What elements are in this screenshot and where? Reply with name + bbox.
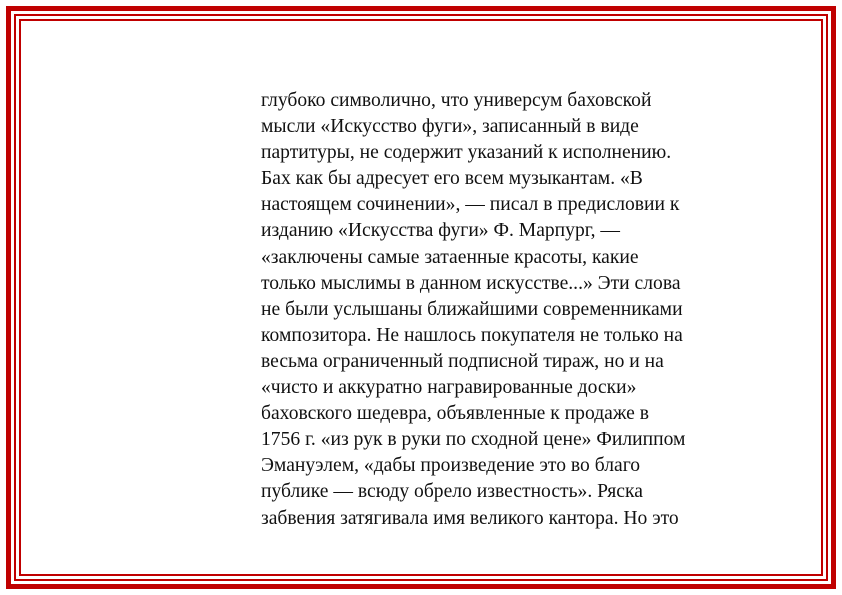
body-text [261,88,751,532]
text-line-6: изданию «Искусства фуги» Ф. Марпург, — [261,220,620,242]
text-line-4: Бах как бы адресует его всем музыкантам. «В [261,168,643,190]
text-line-8: только мыслимы в данном искусстве...» Эти слова [261,272,681,294]
text-line-16: публике — всюду обрело известность». Ряска [261,481,643,503]
text-line-17: забвения затягивала имя великого кантора. Но это [261,507,679,529]
text-line-11: весьма ограниченный подписной тираж, но и на [261,350,664,372]
text-line-5: настоящем сочинении», — писал в предисловии к [261,194,680,216]
text-line-2: мысли «Искусство фуги», записанный в виде [261,116,639,138]
text-line-14: 1756 г. «из рук в руки по сходной цене» Филиппом [261,429,686,451]
text-line-3: партитуры, не содержит указаний к исполнению. [261,142,672,164]
text-line-1: глубоко символично, что универсум баховской [261,90,652,111]
text-line-7: «заключены самые затаенные красоты, какие [261,246,639,268]
text-line-13: баховского шедевра, объявленные к продаже в [261,403,649,425]
text-line-10: композитора. Не нашлось покупателя не только на [261,324,683,346]
text-line-15: Эмануэлем, «дабы произведение это во благо [261,455,641,477]
text-line-9: не были услышаны ближайшими современниками [261,298,683,320]
text-line-12: «чисто и аккуратно награвированные доски» [261,377,637,399]
